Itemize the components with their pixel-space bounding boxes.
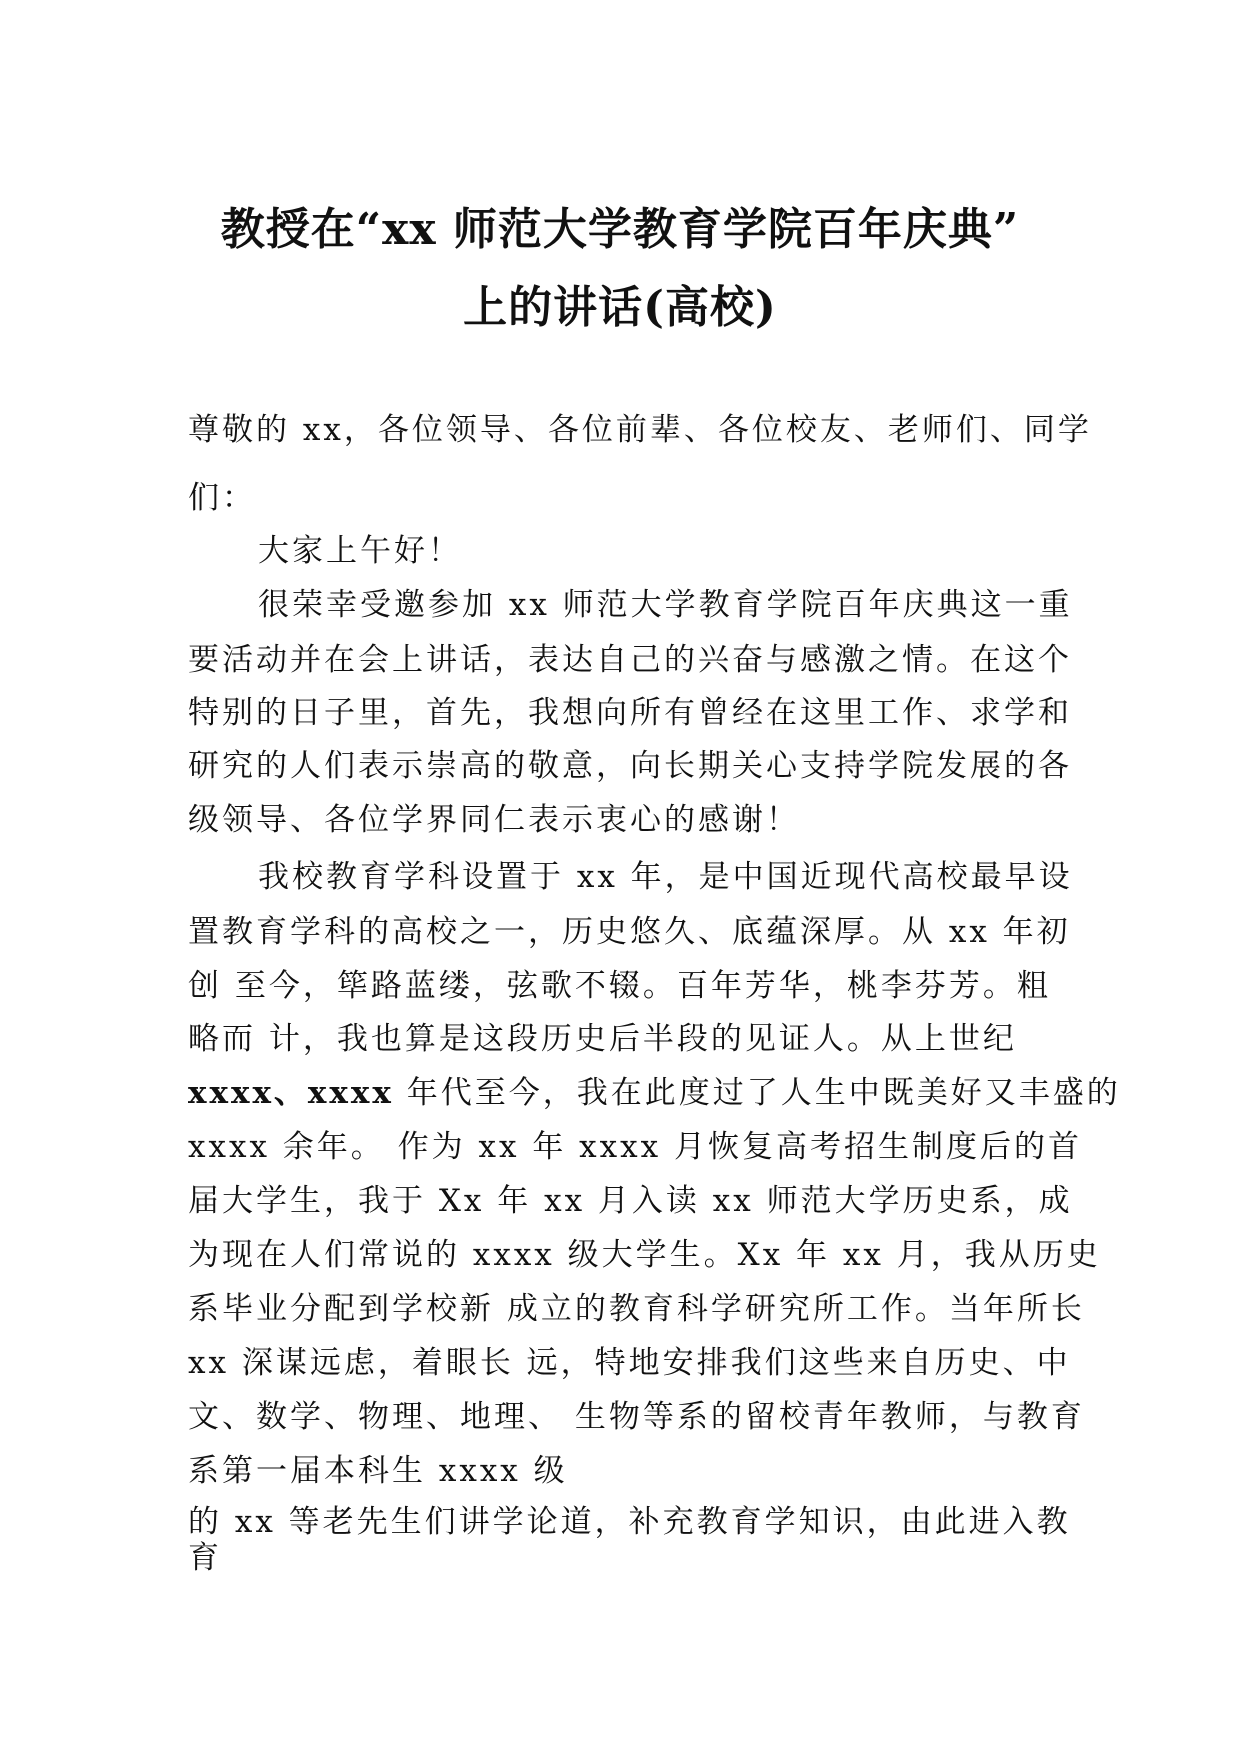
text-line: xx 深谋远虑，着眼长 远，特地安排我们这些来自历史、中 (188, 1345, 1071, 1381)
text-line: 大家上午好！ (258, 533, 462, 569)
text-line: xxxx 余年。 作为 xx 年 xxxx 月恢复高考招生制度后的首 (188, 1129, 1082, 1165)
text-line: 级领导、各位学界同仁表示衷心的感谢！ (188, 802, 800, 838)
text-line: 育 (188, 1540, 222, 1576)
text-line: 届大学生，我于 Xx 年 xx 月入读 xx 师范大学历史系，成 (188, 1183, 1073, 1219)
text-line-rest: 年代至今，我在此度过了人生中既美好又丰盛的 (406, 1075, 1121, 1111)
text-line: 尊敬的 xx，各位领导、各位前辈、各位校友、老师们、同学 (188, 412, 1092, 448)
text-line: 系毕业分配到学校新 成立的教育科学研究所工作。当年所长 (188, 1291, 1085, 1327)
text-line: 文、数学、物理、地理、 生物等系的留校青年教师，与教育 (188, 1399, 1085, 1435)
document-title-line-2: 上的讲话(高校) (463, 282, 777, 333)
text-line: 们： (188, 480, 256, 516)
text-line: 我校教育学科设置于 xx 年，是中国近现代高校最早设 (258, 859, 1073, 895)
text-line: 很荣幸受邀参加 xx 师范大学教育学院百年庆典这一重 (258, 587, 1073, 623)
text-line: 置教育学科的高校之一，历史悠久、底蕴深厚。从 xx 年初 (188, 914, 1071, 950)
text-line (188, 1073, 1121, 1113)
text-line: 要活动并在会上讲话，表达自己的兴奋与感激之情。在这个 (188, 642, 1072, 678)
document-title-line-1: 教授在“xx 师范大学教育学院百年庆典” (220, 204, 1020, 255)
text-line: 系第一届本科生 xxxx 级 (188, 1453, 568, 1489)
text-line: 特别的日子里，首先，我想向所有曾经在这里工作、求学和 (188, 695, 1072, 731)
text-line: 略而 计，我也算是这段历史后半段的见证人。从上世纪 (188, 1021, 1017, 1057)
text-line: 的 xx 等老先生们讲学论道，补充教育学知识，由此进入教 (188, 1504, 1071, 1540)
text-line: 研究的人们表示崇高的敬意，向长期关心支持学院发展的各 (188, 748, 1072, 784)
text-line: 为现在人们常说的 xxxx 级大学生。Xx 年 xx 月，我从历史 (188, 1237, 1101, 1273)
text-line: 创 至今，筚路蓝缕，弦歌不辍。百年芳华，桃李芬芳。粗 (188, 968, 1051, 1004)
bold-years: xxxx、xxxx (188, 1075, 394, 1111)
